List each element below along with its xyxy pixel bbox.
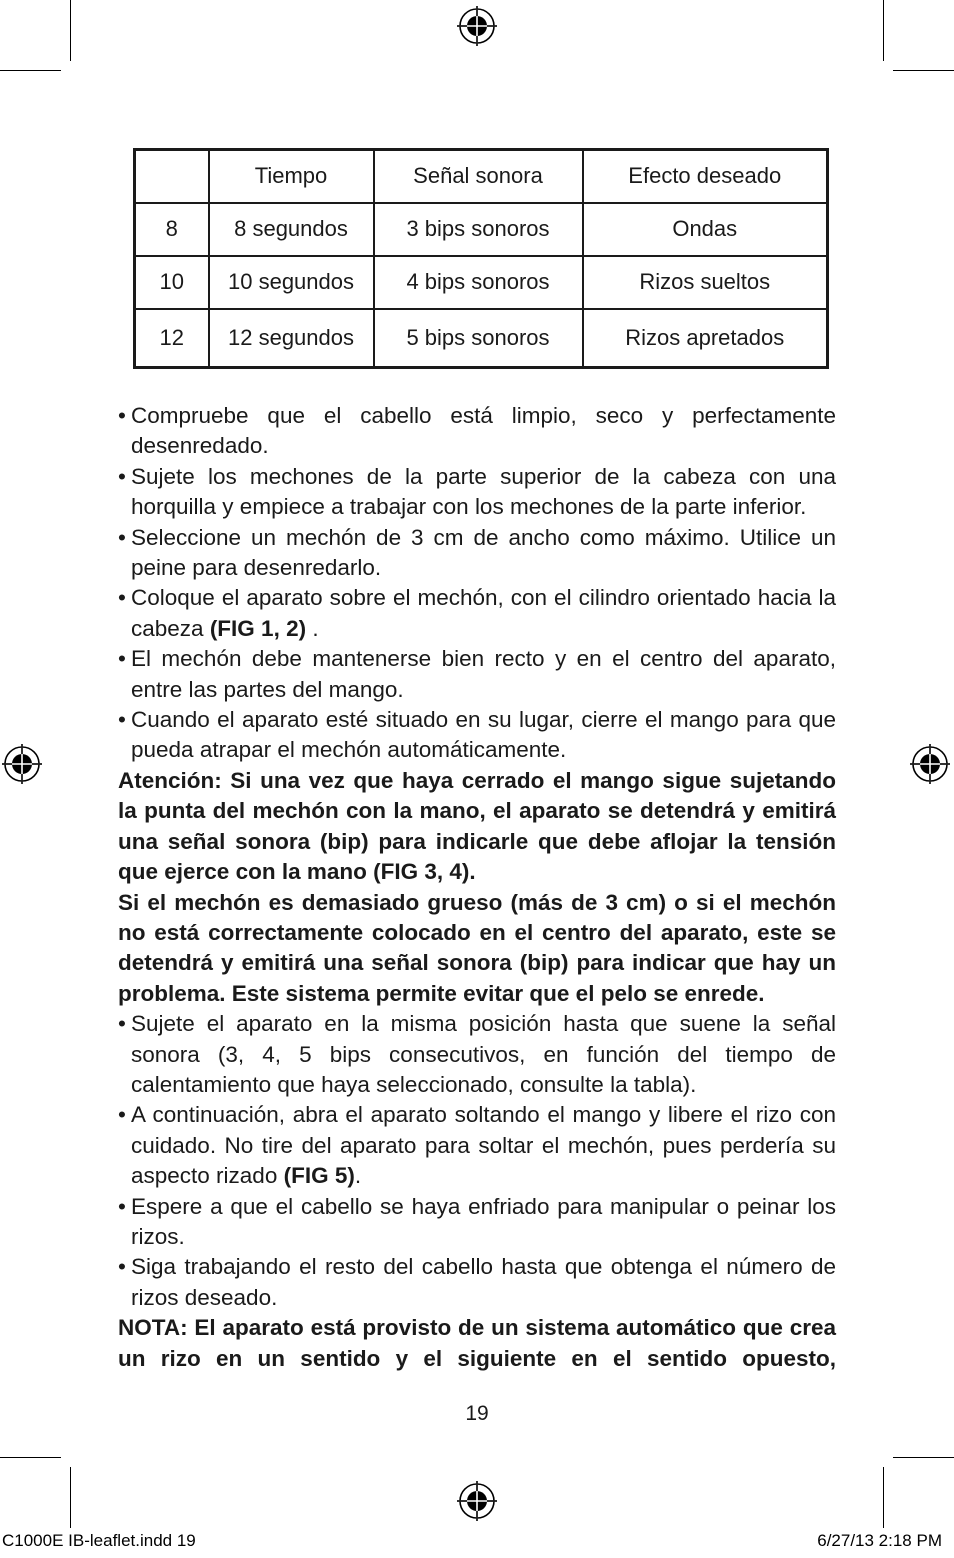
- table-cell: Ondas: [583, 203, 828, 256]
- table-cell: 8 segundos: [209, 203, 374, 256]
- bullet-item: • Cuando el aparato esté situado en su lugar, cierre el mango para que pueda atrapar el mechón automáticamente.: [118, 705, 836, 766]
- figure-reference: (FIG 5): [283, 1163, 355, 1189]
- table-cell: 8: [135, 203, 209, 256]
- bullet-item: [118, 1100, 836, 1191]
- registration-mark-icon: [2, 744, 42, 784]
- registration-mark-icon: [457, 1481, 497, 1521]
- attention-paragraph: Atención: Si una vez que haya cerrado el mango sigue sujetando la punta del mechón con la mano, el aparato se detendrá y emitirá una señal sonora (bip) para indicarle que debe aflojar la tensión que ejerce con la mano (FIG 3, 4).: [118, 767, 836, 885]
- crop-mark: [0, 1457, 61, 1458]
- bullet-item: • El mechón debe mantenerse bien recto y en el centro del aparato, entre las partes del mango.: [118, 644, 836, 705]
- table-cell: 12 segundos: [209, 309, 374, 368]
- table-header-cell: Tiempo: [209, 150, 374, 203]
- crop-mark: [70, 0, 71, 61]
- table-row: [135, 309, 828, 368]
- registration-mark-icon: [457, 6, 497, 46]
- crop-mark: [70, 1467, 71, 1528]
- table-cell: 3 bips sonoros: [374, 203, 583, 256]
- table-header-cell: [135, 150, 209, 203]
- figure-reference: (FIG 1, 2): [209, 615, 307, 641]
- registration-mark-icon: [910, 744, 950, 784]
- table-cell: 5 bips sonoros: [374, 309, 583, 368]
- table-header-row: [135, 150, 828, 203]
- table-cell: 10 segundos: [209, 256, 374, 309]
- crop-mark: [893, 70, 954, 71]
- table-cell: 10: [135, 256, 209, 309]
- table-header-cell: Señal sonora: [374, 150, 583, 203]
- table-row: [135, 203, 828, 256]
- crop-mark: [0, 70, 61, 71]
- table-cell: 12: [135, 309, 209, 368]
- crop-mark: [883, 0, 884, 61]
- bullet-item: • Seleccione un mechón de 3 cm de ancho como máximo. Utilice un peine para desenredarlo.: [118, 523, 836, 584]
- table-cell: Rizos apretados: [583, 309, 828, 368]
- warning-paragraph: Si el mechón es demasiado grueso (más de 3 cm) o si el mechón no está correctamente colocado en el centro del aparato, este se detendrá y emitirá una señal sonora (bip) para indicar que hay un problema. Este sistema permite evitar que el pelo se enrede.: [118, 889, 836, 1006]
- bullet-item: • Siga trabajando el resto del cabello hasta que obtenga el número de rizos deseado.: [118, 1252, 836, 1313]
- bullet-text: .: [306, 615, 319, 641]
- bullet-item: • Compruebe que el cabello está limpio, seco y perfectamente desenredado.: [118, 401, 836, 462]
- slug-filename: C1000E IB-leaflet.indd 19: [2, 1531, 196, 1550]
- table-cell: 4 bips sonoros: [374, 256, 583, 309]
- table-cell: Rizos sueltos: [583, 256, 828, 309]
- timing-table: [133, 148, 829, 369]
- bullet-text: Coloque el aparato sobre el mechón, con el cilindro orientado hacia la cabeza: [131, 585, 836, 641]
- bullet-item: [118, 583, 836, 644]
- bullet-text: .: [354, 1163, 362, 1189]
- page-number: 19: [465, 1402, 489, 1425]
- crop-mark: [893, 1457, 954, 1458]
- crop-mark: [883, 1467, 884, 1528]
- slug-timestamp: 6/27/13 2:18 PM: [817, 1531, 942, 1550]
- bullet-text: A continuación, abra el aparato soltando el mango y libere el rizo con cuidado. No tire del aparato para soltar el mechón, pues perdería su aspecto rizado: [131, 1102, 836, 1189]
- instructions-body: [118, 401, 836, 1374]
- bullet-item: • Sujete el aparato en la misma posición hasta que suene la señal sonora (3, 4, 5 bips consecutivos, en función del tiempo de calentamiento que haya seleccionado, consulte la tabla).: [118, 1009, 836, 1100]
- bullet-item: • Sujete los mechones de la parte superior de la cabeza con una horquilla y empiece a trabajar con los mechones de la parte inferior.: [118, 462, 836, 523]
- table-row: [135, 256, 828, 309]
- note-paragraph: NOTA: El aparato está provisto de un sistema automático que crea un rizo en un sentido y el siguiente en el sentido opuesto,: [118, 1315, 836, 1371]
- table-header-cell: Efecto deseado: [583, 150, 828, 203]
- bullet-item: • Espere a que el cabello se haya enfriado para manipular o peinar los rizos.: [118, 1192, 836, 1253]
